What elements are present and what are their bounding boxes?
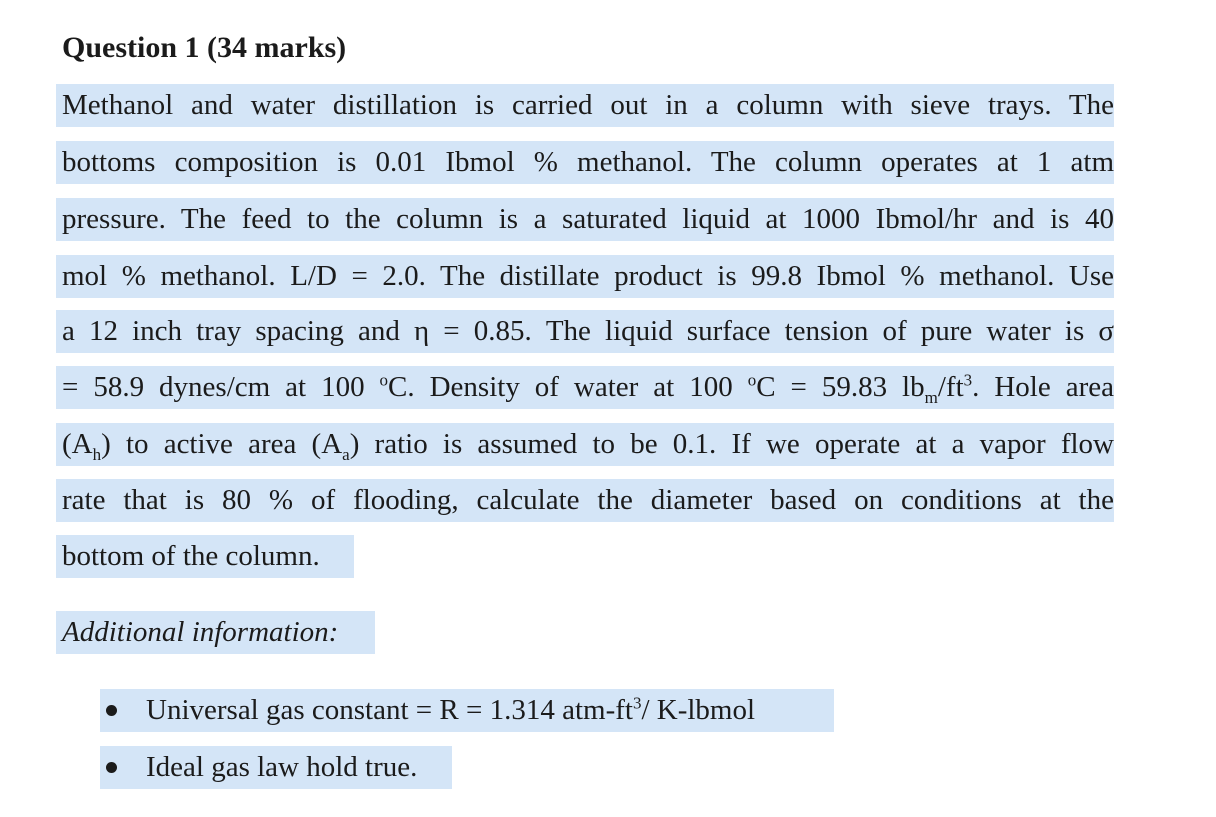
line6-part-c: C = 59.83 lb xyxy=(756,371,925,403)
line7-part-a: (A xyxy=(62,428,93,460)
paragraph-line-3: pressure. The feed to the column is a saturated liquid at 1000 Ibmol/hr and is 40 xyxy=(56,198,1114,241)
line6-part-b: C. Density of water at 100 xyxy=(388,371,748,403)
degree-symbol: o xyxy=(379,370,389,390)
subscript-m: m xyxy=(924,387,938,407)
list-item-text-a: Universal gas constant = R = 1.314 atm-ft xyxy=(146,694,633,726)
degree-symbol: o xyxy=(747,370,757,390)
list-item xyxy=(100,689,834,732)
subscript-a: a xyxy=(342,444,350,464)
additional-info-heading: Additional information: xyxy=(56,611,375,654)
subscript-h: h xyxy=(92,444,102,464)
line6-part-a: = 58.9 dynes/cm at 100 xyxy=(62,371,380,403)
list-item-text-b: / K-lbmol xyxy=(641,694,756,726)
paragraph-line-6 xyxy=(56,366,1114,409)
bullet-icon xyxy=(106,705,117,716)
line6-part-e: . Hole area xyxy=(972,371,1114,403)
paragraph-line-4: mol % methanol. L/D = 2.0. The distillate product is 99.8 Ibmol % methanol. Use xyxy=(56,255,1114,298)
line7-part-b: ) to active area (A xyxy=(101,428,343,460)
list-item-text: Ideal gas law hold true. xyxy=(146,751,418,783)
paragraph-line-1: Methanol and water distillation is carried out in a column with sieve trays. The xyxy=(56,84,1114,127)
paragraph-line-5: a 12 inch tray spacing and η = 0.85. The liquid surface tension of pure water is σ xyxy=(56,310,1114,353)
line7-part-c: ) ratio is assumed to be 0.1. If we operate at a vapor flow xyxy=(349,428,1114,460)
paragraph-line-9: bottom of the column. xyxy=(56,535,354,578)
line6-part-d: /ft xyxy=(937,371,964,403)
paragraph-line-8: rate that is 80 % of flooding, calculate the diameter based on conditions at the xyxy=(56,479,1114,522)
paragraph-line-7 xyxy=(56,423,1114,466)
question-heading: Question 1 (34 marks) xyxy=(62,31,347,64)
list-item xyxy=(100,746,452,789)
paragraph-line-2: bottoms composition is 0.01 Ibmol % methanol. The column operates at 1 atm xyxy=(56,141,1114,184)
superscript-3: 3 xyxy=(632,693,642,713)
superscript-3: 3 xyxy=(963,370,973,390)
bullet-icon xyxy=(106,762,117,773)
